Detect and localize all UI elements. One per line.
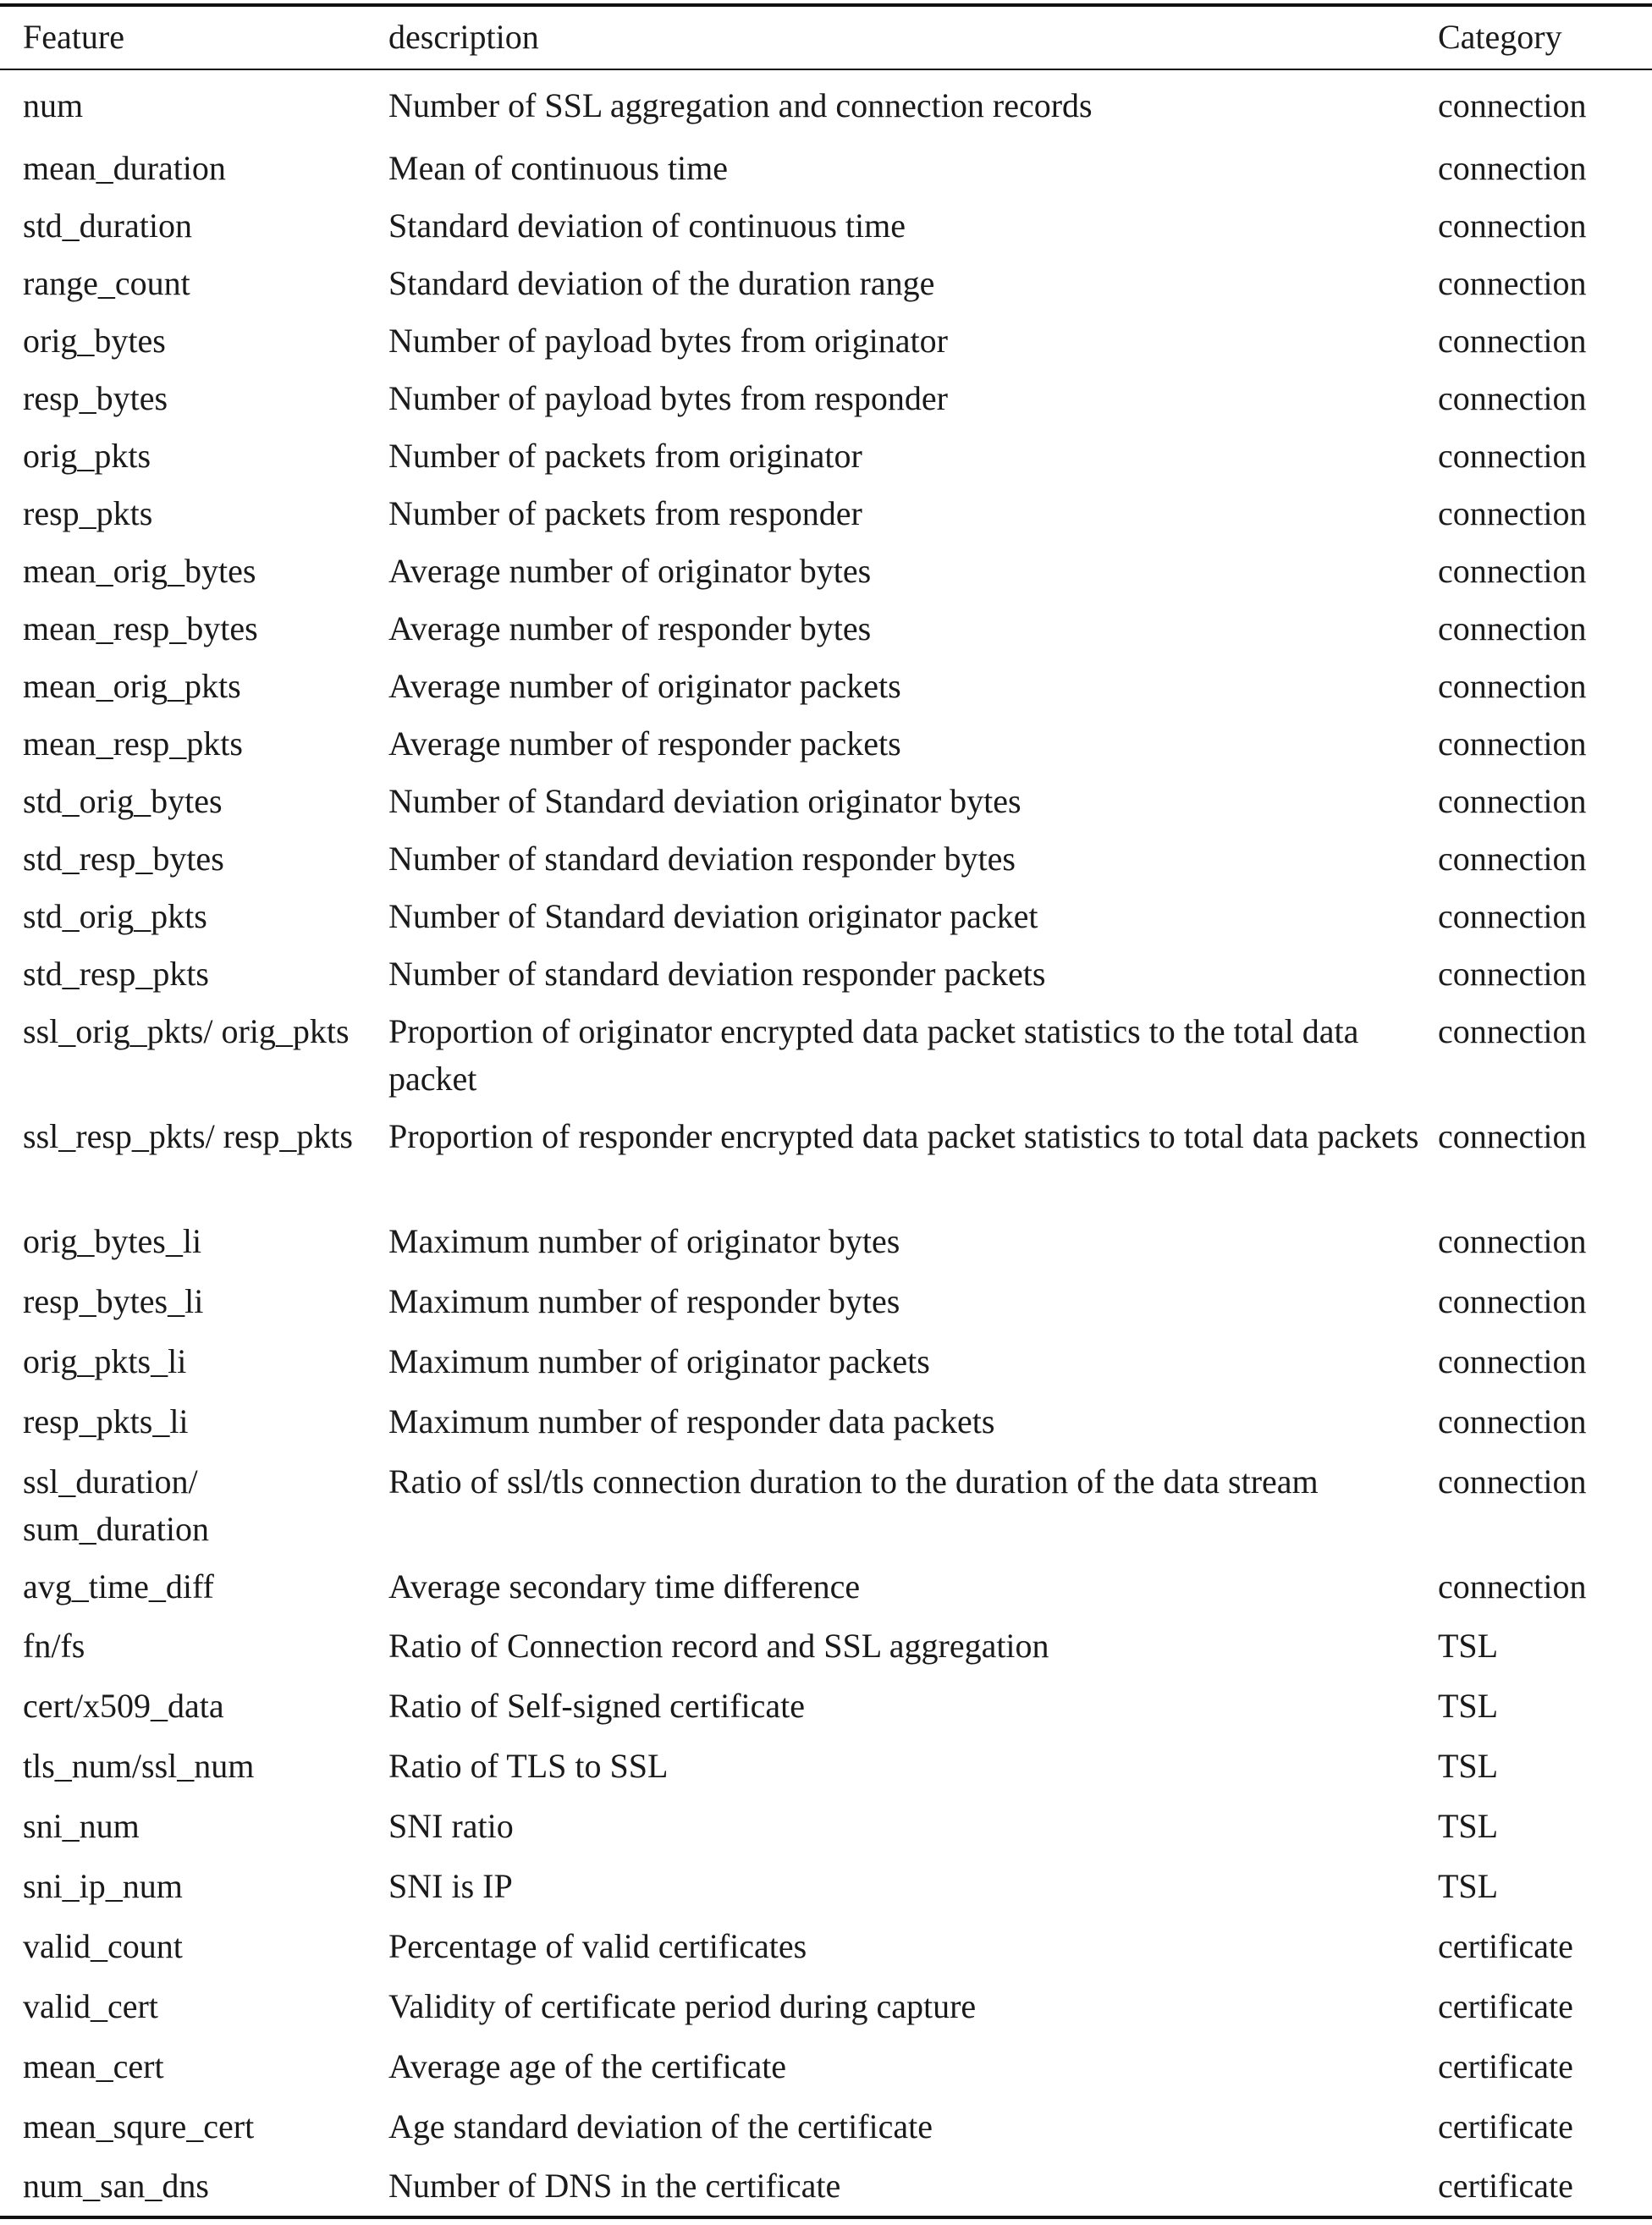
feature-cell: cert/x509_data	[23, 1687, 224, 1726]
category-cell: connection	[1438, 897, 1587, 935]
feature-cell: resp_pkts_li	[23, 1402, 189, 1440]
table-row	[0, 197, 1652, 255]
table-row	[0, 1558, 1652, 1618]
header-feature: Feature	[0, 5, 365, 69]
feature-cell: ssl_duration/ sum_duration	[23, 1462, 209, 1548]
description-cell: Number of payload bytes from originator	[388, 322, 948, 360]
feature-cell: resp_pkts	[23, 494, 153, 532]
feature-cell: ssl_resp_pkts/ resp_pkts	[23, 1117, 353, 1155]
table-row	[0, 485, 1652, 542]
table-body	[0, 69, 1652, 2217]
table-row	[0, 542, 1652, 600]
table-row	[0, 1918, 1652, 1978]
table-row	[0, 69, 1652, 140]
table-row	[0, 140, 1652, 197]
description-cell: Maximum number of responder data packets	[388, 1402, 995, 1440]
category-cell: connection	[1438, 840, 1587, 878]
description-cell: Number of standard deviation responder packets	[388, 955, 1046, 993]
table-row	[0, 2098, 1652, 2158]
category-cell: connection	[1438, 1462, 1587, 1501]
feature-cell: orig_pkts	[23, 437, 151, 475]
category-cell: connection	[1438, 437, 1587, 475]
feature-cell: sni_ip_num	[23, 1867, 183, 1906]
description-cell: Maximum number of originator packets	[388, 1341, 930, 1380]
description-cell: Average number of originator packets	[388, 667, 901, 705]
category-cell: certificate	[1438, 2107, 1573, 2145]
category-cell: connection	[1438, 667, 1587, 705]
category-cell: connection	[1438, 1341, 1587, 1380]
description-cell: SNI ratio	[388, 1807, 514, 1846]
feature-cell: range_count	[23, 264, 190, 302]
table-row	[0, 658, 1652, 715]
description-cell: Ratio of TLS to SSL	[388, 1747, 669, 1786]
feature-cell: ssl_orig_pkts/ orig_pkts	[23, 1012, 350, 1050]
feature-cell: mean_orig_pkts	[23, 667, 241, 705]
category-cell: connection	[1438, 322, 1587, 360]
feature-cell: mean_squre_cert	[23, 2107, 255, 2145]
category-cell: connection	[1438, 1567, 1587, 1605]
description-cell: Number of packets from originator	[388, 437, 862, 475]
table-row	[0, 1003, 1652, 1108]
description-cell: Maximum number of responder bytes	[388, 1281, 900, 1320]
description-cell: Average age of the certificate	[388, 2046, 787, 2085]
feature-cell: sni_num	[23, 1807, 140, 1846]
feature-cell: tls_num/ssl_num	[23, 1747, 255, 1786]
description-cell: Validity of certificate period during capture	[388, 1986, 977, 2025]
feature-cell: mean_resp_bytes	[23, 609, 258, 647]
category-cell: connection	[1438, 724, 1587, 763]
category-cell: TSL	[1438, 1867, 1499, 1906]
description-cell: Number of payload bytes from responder	[388, 379, 948, 417]
table-row	[0, 370, 1652, 427]
table-row	[0, 1393, 1652, 1453]
description-cell: Standard deviation of the duration range	[388, 264, 935, 302]
table-row	[0, 2038, 1652, 2098]
table-row	[0, 1273, 1652, 1333]
table-row	[0, 1213, 1652, 1273]
description-cell: Mean of continuous time	[388, 149, 729, 187]
category-cell: connection	[1438, 86, 1587, 124]
feature-cell: orig_bytes	[23, 322, 166, 360]
description-cell: Number of packets from responder	[388, 494, 862, 532]
feature-table	[0, 3, 1652, 2219]
category-cell: connection	[1438, 1222, 1587, 1260]
category-cell: connection	[1438, 149, 1587, 187]
table-row	[0, 2157, 1652, 2217]
table-row	[0, 1677, 1652, 1738]
table-row	[0, 312, 1652, 370]
table-row	[0, 255, 1652, 312]
category-cell: connection	[1438, 609, 1587, 647]
category-cell: TSL	[1438, 1687, 1499, 1726]
description-cell: Percentage of valid certificates	[388, 1926, 807, 1965]
description-cell: Number of standard deviation responder bytes	[388, 840, 1016, 878]
category-cell: connection	[1438, 264, 1587, 302]
category-cell: connection	[1438, 1117, 1587, 1155]
header-row	[0, 5, 1652, 69]
feature-cell: num	[23, 86, 84, 124]
table-row	[0, 1333, 1652, 1393]
table-row	[0, 773, 1652, 830]
category-cell: certificate	[1438, 2167, 1573, 2206]
table-row	[0, 1858, 1652, 1918]
feature-cell: num_san_dns	[23, 2167, 209, 2206]
feature-cell: std_resp_pkts	[23, 955, 209, 993]
table-row	[0, 715, 1652, 773]
feature-cell: std_orig_pkts	[23, 897, 207, 935]
table-row	[0, 427, 1652, 485]
table-row	[0, 830, 1652, 888]
category-cell: connection	[1438, 1281, 1587, 1320]
feature-cell: std_resp_bytes	[23, 840, 224, 878]
category-cell: connection	[1438, 1402, 1587, 1440]
table-row	[0, 1108, 1652, 1213]
description-cell: Proportion of originator encrypted data packet statistics to the total data packet	[388, 1012, 1359, 1098]
table-row	[0, 600, 1652, 658]
table-row	[0, 945, 1652, 1003]
category-cell: connection	[1438, 379, 1587, 417]
category-cell: connection	[1438, 207, 1587, 245]
feature-cell: std_orig_bytes	[23, 782, 223, 820]
category-cell: connection	[1438, 1012, 1587, 1050]
table-row	[0, 1798, 1652, 1858]
table-row	[0, 1978, 1652, 2038]
description-cell: Number of Standard deviation originator bytes	[388, 782, 1021, 820]
feature-cell: fn/fs	[23, 1627, 85, 1666]
category-cell: connection	[1438, 494, 1587, 532]
table-row	[0, 1453, 1652, 1558]
category-cell: connection	[1438, 955, 1587, 993]
feature-cell: avg_time_diff	[23, 1567, 214, 1605]
table-row	[0, 1617, 1652, 1677]
header-category: Category	[1438, 5, 1652, 69]
description-cell: Proportion of responder encrypted data packet statistics to total data packets	[388, 1117, 1419, 1155]
category-cell: TSL	[1438, 1747, 1499, 1786]
description-cell: Number of DNS in the certificate	[388, 2167, 841, 2206]
table-header	[0, 5, 1652, 69]
category-cell: certificate	[1438, 2046, 1573, 2085]
feature-cell: valid_cert	[23, 1986, 158, 2025]
description-cell: Ratio of Self-signed certificate	[388, 1687, 806, 1726]
feature-cell: mean_duration	[23, 149, 226, 187]
header-description: description	[365, 5, 1438, 69]
description-cell: Standard deviation of continuous time	[388, 207, 906, 245]
feature-cell: resp_bytes	[23, 379, 168, 417]
feature-cell: orig_bytes_li	[23, 1222, 202, 1260]
feature-cell: mean_orig_bytes	[23, 552, 256, 590]
description-cell: Ratio of Connection record and SSL aggregation	[388, 1627, 1049, 1666]
category-cell: TSL	[1438, 1627, 1499, 1666]
description-cell: Number of Standard deviation originator packet	[388, 897, 1038, 935]
description-cell: Average number of responder bytes	[388, 609, 872, 647]
description-cell: Average number of responder packets	[388, 724, 901, 763]
description-cell: Average secondary time difference	[388, 1567, 861, 1605]
description-cell: SNI is IP	[388, 1867, 513, 1906]
feature-cell: orig_pkts_li	[23, 1341, 187, 1380]
category-cell: connection	[1438, 782, 1587, 820]
feature-cell: resp_bytes_li	[23, 1281, 204, 1320]
feature-cell: mean_cert	[23, 2046, 164, 2085]
description-cell: Average number of originator bytes	[388, 552, 872, 590]
description-cell: Ratio of ssl/tls connection duration to the duration of the data stream	[388, 1462, 1319, 1501]
category-cell: connection	[1438, 552, 1587, 590]
table-row	[0, 1738, 1652, 1798]
feature-cell: valid_count	[23, 1926, 183, 1965]
table-row	[0, 888, 1652, 945]
category-cell: TSL	[1438, 1807, 1499, 1846]
feature-cell: std_duration	[23, 207, 192, 245]
category-cell: certificate	[1438, 1926, 1573, 1965]
feature-cell: mean_resp_pkts	[23, 724, 243, 763]
description-cell: Number of SSL aggregation and connection records	[388, 86, 1093, 124]
description-cell: Maximum number of originator bytes	[388, 1222, 900, 1260]
category-cell: certificate	[1438, 1986, 1573, 2025]
description-cell: Age standard deviation of the certificate	[388, 2107, 933, 2145]
